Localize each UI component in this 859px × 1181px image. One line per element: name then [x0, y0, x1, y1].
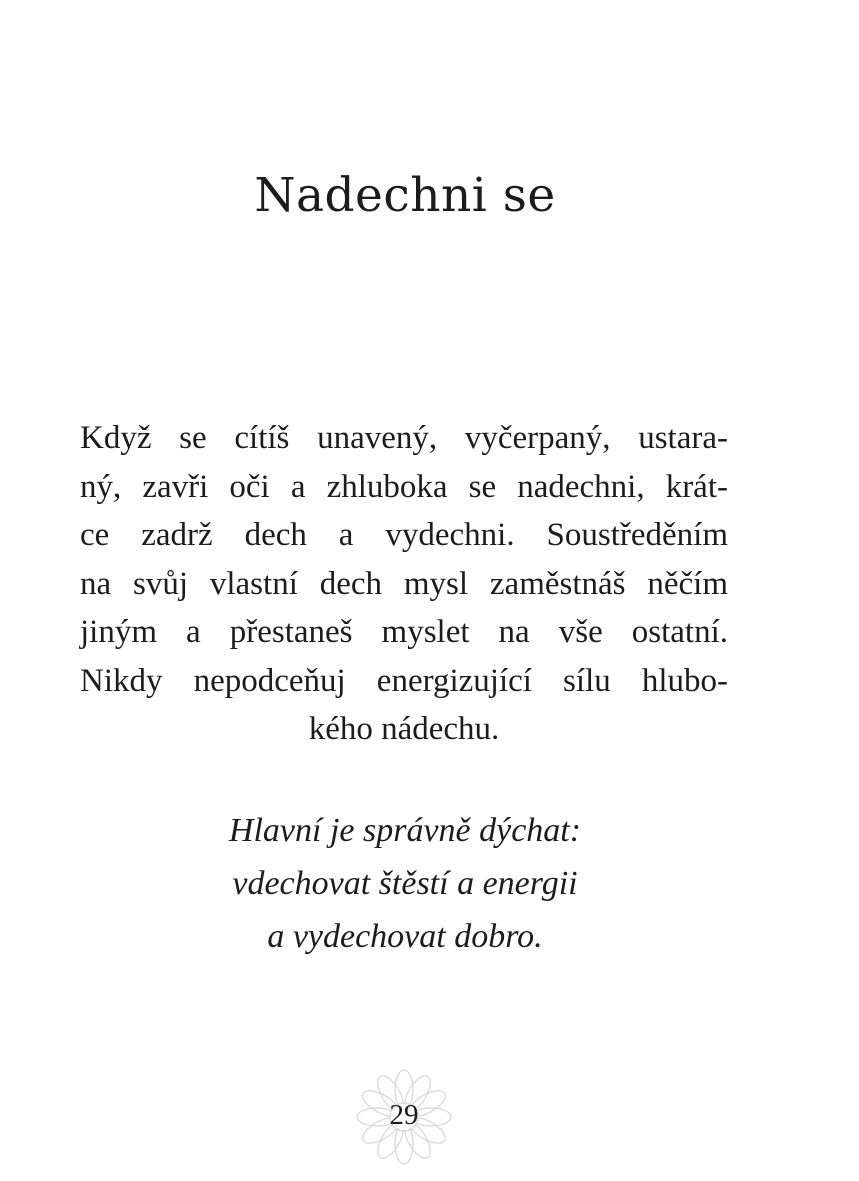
quote-line: vdechovat štěstí a energii — [232, 865, 578, 902]
paragraph-line: Když se cítíš unavený, vyčerpaný, ustara- — [80, 420, 728, 456]
page-footer — [355, 1068, 453, 1166]
page-title: Nadechni se — [254, 168, 556, 223]
paragraph-line: ce zadrž dech a vydechni. Soustředěním — [80, 517, 728, 553]
paragraph-line: ný, zavři oči a zhluboka se nadechni, krát- — [80, 468, 728, 505]
paragraph-line: jiným a přestaneš myslet na vše ostatní. — [80, 614, 728, 650]
quote-line: a vydechovat dobro. — [267, 918, 543, 955]
paragraph-line: Nikdy nepodceňuj energizující sílu hlubo- — [80, 662, 728, 699]
quote-line: Hlavní je správně dýchat: — [228, 812, 582, 849]
page-number: 29 — [389, 1099, 419, 1131]
paragraph-line: na svůj vlastní dech mysl zaměstnáš něčím — [80, 565, 728, 602]
paragraph-line: kého nádechu. — [308, 711, 500, 747]
quote-block — [0, 804, 810, 963]
body-paragraph — [80, 414, 728, 754]
